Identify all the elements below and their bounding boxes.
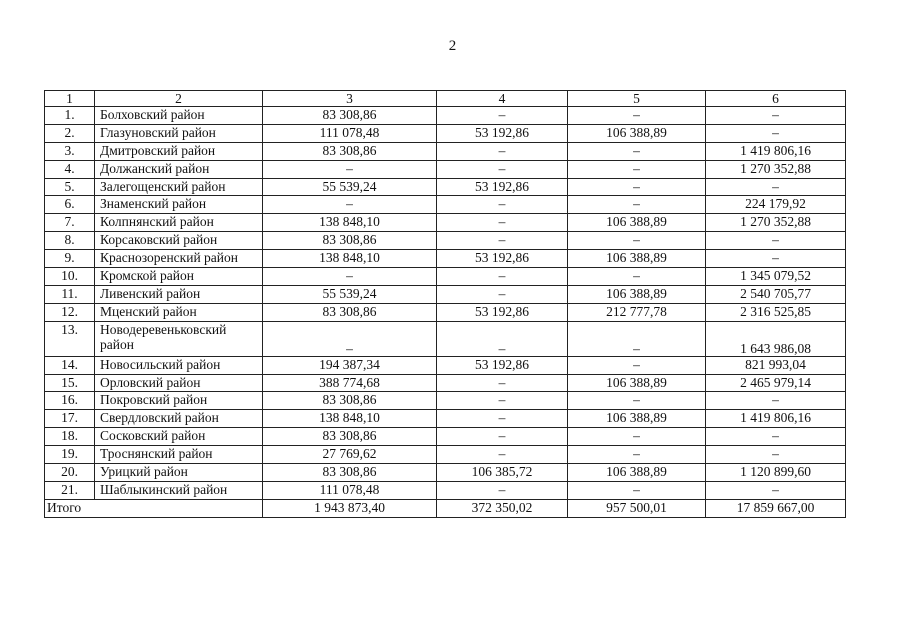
amount-cell-c5: 106 388,89 (568, 285, 706, 303)
amount-cell-c6: 821 993,04 (706, 356, 846, 374)
amount-cell-c3: 194 387,34 (263, 356, 437, 374)
amount-cell-c5: 212 777,78 (568, 303, 706, 321)
amount-cell-c5: – (568, 392, 706, 410)
amount-cell-c4: – (437, 481, 568, 499)
amount-cell-c3: 83 308,86 (263, 232, 437, 250)
amount-cell-c6: – (706, 107, 846, 125)
table-header-row (45, 91, 846, 107)
amount-cell-c3: 388 774,68 (263, 374, 437, 392)
table-row (45, 446, 846, 464)
district-name-cell: Корсаковский район (95, 232, 263, 250)
amount-cell-c3: – (263, 160, 437, 178)
total-amount-c5: 957 500,01 (568, 499, 706, 517)
header-cell: 2 (95, 91, 263, 107)
row-number-cell: 16. (45, 392, 95, 410)
amount-cell-c3: 83 308,86 (263, 107, 437, 125)
amount-cell-c5: – (568, 142, 706, 160)
row-number-cell: 12. (45, 303, 95, 321)
table-row (45, 142, 846, 160)
amount-cell-c5: – (568, 178, 706, 196)
amount-cell-c3: 55 539,24 (263, 178, 437, 196)
total-amount-c6: 17 859 667,00 (706, 499, 846, 517)
amount-cell-c5: – (568, 107, 706, 125)
table-row (45, 321, 846, 356)
amount-cell-c4: – (437, 196, 568, 214)
district-name-cell: Новодеревеньковский район (95, 321, 263, 356)
table-row (45, 214, 846, 232)
table-row (45, 178, 846, 196)
amount-cell-c6: – (706, 446, 846, 464)
amount-cell-c4: – (437, 410, 568, 428)
amount-cell-c5: 106 388,89 (568, 464, 706, 482)
total-label: Итого (45, 499, 263, 517)
header-cell: 3 (263, 91, 437, 107)
amount-cell-c6: 1 345 079,52 (706, 268, 846, 286)
amount-cell-c6: 2 540 705,77 (706, 285, 846, 303)
table-row (45, 410, 846, 428)
district-name-cell: Покровский район (95, 392, 263, 410)
row-number-cell: 8. (45, 232, 95, 250)
row-number-cell: 10. (45, 268, 95, 286)
table-row (45, 160, 846, 178)
row-number-cell: 18. (45, 428, 95, 446)
header-cell: 5 (568, 91, 706, 107)
district-name-cell: Краснозоренский район (95, 250, 263, 268)
amount-cell-c5: – (568, 446, 706, 464)
amount-cell-c3: 55 539,24 (263, 285, 437, 303)
row-number-cell: 20. (45, 464, 95, 482)
amount-cell-c6: – (706, 178, 846, 196)
district-name-cell: Новосильский район (95, 356, 263, 374)
amount-cell-c6: – (706, 428, 846, 446)
table-row (45, 232, 846, 250)
amount-cell-c5: – (568, 428, 706, 446)
amount-cell-c4: – (437, 142, 568, 160)
row-number-cell: 11. (45, 285, 95, 303)
amount-cell-c5: 106 388,89 (568, 124, 706, 142)
row-number-cell: 21. (45, 481, 95, 499)
district-name-cell: Орловский район (95, 374, 263, 392)
amount-cell-c5: 106 388,89 (568, 250, 706, 268)
page-number: 2 (448, 38, 457, 54)
row-number-cell: 4. (45, 160, 95, 178)
amount-cell-c6: – (706, 392, 846, 410)
table-row (45, 428, 846, 446)
table-row (45, 107, 846, 125)
amount-cell-c4: 53 192,86 (437, 178, 568, 196)
table-row (45, 285, 846, 303)
district-name-cell: Сосковский район (95, 428, 263, 446)
header-cell: 1 (45, 91, 95, 107)
row-number-cell: 17. (45, 410, 95, 428)
amount-cell-c3: 111 078,48 (263, 481, 437, 499)
row-number-cell: 1. (45, 107, 95, 125)
total-row (45, 499, 846, 517)
amount-cell-c4: – (437, 428, 568, 446)
row-number-cell: 9. (45, 250, 95, 268)
row-number-cell: 19. (45, 446, 95, 464)
row-number-cell: 14. (45, 356, 95, 374)
row-number-cell: 13. (45, 321, 95, 356)
amount-cell-c6: 224 179,92 (706, 196, 846, 214)
amount-cell-c3: 83 308,86 (263, 392, 437, 410)
amount-cell-c6: 2 465 979,14 (706, 374, 846, 392)
amount-cell-c5: – (568, 356, 706, 374)
amount-cell-c3: 138 848,10 (263, 214, 437, 232)
district-name-cell: Знаменский район (95, 196, 263, 214)
amount-cell-c3: 83 308,86 (263, 142, 437, 160)
amount-cell-c5: 106 388,89 (568, 214, 706, 232)
amount-cell-c4: – (437, 285, 568, 303)
amount-cell-c3: 138 848,10 (263, 250, 437, 268)
amount-cell-c3: 111 078,48 (263, 124, 437, 142)
row-number-cell: 2. (45, 124, 95, 142)
district-name-cell: Троснянский район (95, 446, 263, 464)
row-number-cell: 15. (45, 374, 95, 392)
table-row (45, 481, 846, 499)
amount-cell-c6: – (706, 481, 846, 499)
amount-cell-c3: – (263, 268, 437, 286)
amount-cell-c5: – (568, 232, 706, 250)
amount-cell-c4: – (437, 214, 568, 232)
amount-cell-c6: – (706, 250, 846, 268)
district-name-cell: Кромской район (95, 268, 263, 286)
table-row (45, 303, 846, 321)
district-name-cell: Глазуновский район (95, 124, 263, 142)
amount-cell-c4: 53 192,86 (437, 124, 568, 142)
district-name-cell: Ливенский район (95, 285, 263, 303)
district-name-cell: Болховский район (95, 107, 263, 125)
amount-cell-c5: – (568, 196, 706, 214)
district-name-cell: Урицкий район (95, 464, 263, 482)
district-name-cell: Мценский район (95, 303, 263, 321)
amount-cell-c4: – (437, 321, 568, 356)
table-row (45, 464, 846, 482)
amount-cell-c5: – (568, 481, 706, 499)
total-amount-c3: 1 943 873,40 (263, 499, 437, 517)
amount-cell-c3: – (263, 321, 437, 356)
amount-cell-c3: – (263, 196, 437, 214)
amount-cell-c6: 1 643 986,08 (706, 321, 846, 356)
amount-cell-c6: 1 419 806,16 (706, 410, 846, 428)
amount-cell-c4: – (437, 374, 568, 392)
row-number-cell: 6. (45, 196, 95, 214)
district-name-cell: Шаблыкинский район (95, 481, 263, 499)
amount-cell-c5: 106 388,89 (568, 374, 706, 392)
amount-cell-c4: 53 192,86 (437, 356, 568, 374)
amount-cell-c4: – (437, 268, 568, 286)
allocation-table (44, 90, 846, 518)
table-row (45, 250, 846, 268)
amount-cell-c6: 1 120 899,60 (706, 464, 846, 482)
row-number-cell: 7. (45, 214, 95, 232)
amount-cell-c6: – (706, 124, 846, 142)
table-row (45, 374, 846, 392)
row-number-cell: 5. (45, 178, 95, 196)
amount-cell-c3: 83 308,86 (263, 464, 437, 482)
header-cell: 4 (437, 91, 568, 107)
amount-cell-c6: 2 316 525,85 (706, 303, 846, 321)
amount-cell-c4: – (437, 446, 568, 464)
amount-cell-c3: 83 308,86 (263, 428, 437, 446)
amount-cell-c6: – (706, 232, 846, 250)
amount-cell-c4: – (437, 392, 568, 410)
table-row (45, 124, 846, 142)
table-row (45, 392, 846, 410)
amount-cell-c4: – (437, 232, 568, 250)
amount-cell-c4: 106 385,72 (437, 464, 568, 482)
total-amount-c4: 372 350,02 (437, 499, 568, 517)
amount-cell-c6: 1 270 352,88 (706, 214, 846, 232)
amount-cell-c3: 138 848,10 (263, 410, 437, 428)
district-name-cell: Должанский район (95, 160, 263, 178)
header-cell: 6 (706, 91, 846, 107)
amount-cell-c5: – (568, 321, 706, 356)
row-number-cell: 3. (45, 142, 95, 160)
district-name-cell: Залегощенский район (95, 178, 263, 196)
amount-cell-c6: 1 419 806,16 (706, 142, 846, 160)
district-name-cell: Колпнянский район (95, 214, 263, 232)
amount-cell-c5: – (568, 160, 706, 178)
amount-cell-c3: 83 308,86 (263, 303, 437, 321)
amount-cell-c4: 53 192,86 (437, 250, 568, 268)
amount-cell-c4: – (437, 160, 568, 178)
amount-cell-c5: 106 388,89 (568, 410, 706, 428)
table-row (45, 356, 846, 374)
amount-cell-c4: – (437, 107, 568, 125)
amount-cell-c6: 1 270 352,88 (706, 160, 846, 178)
amount-cell-c5: – (568, 268, 706, 286)
amount-cell-c3: 27 769,62 (263, 446, 437, 464)
table-row (45, 268, 846, 286)
table-row (45, 196, 846, 214)
district-name-cell: Дмитровский район (95, 142, 263, 160)
amount-cell-c4: 53 192,86 (437, 303, 568, 321)
district-name-cell: Свердловский район (95, 410, 263, 428)
